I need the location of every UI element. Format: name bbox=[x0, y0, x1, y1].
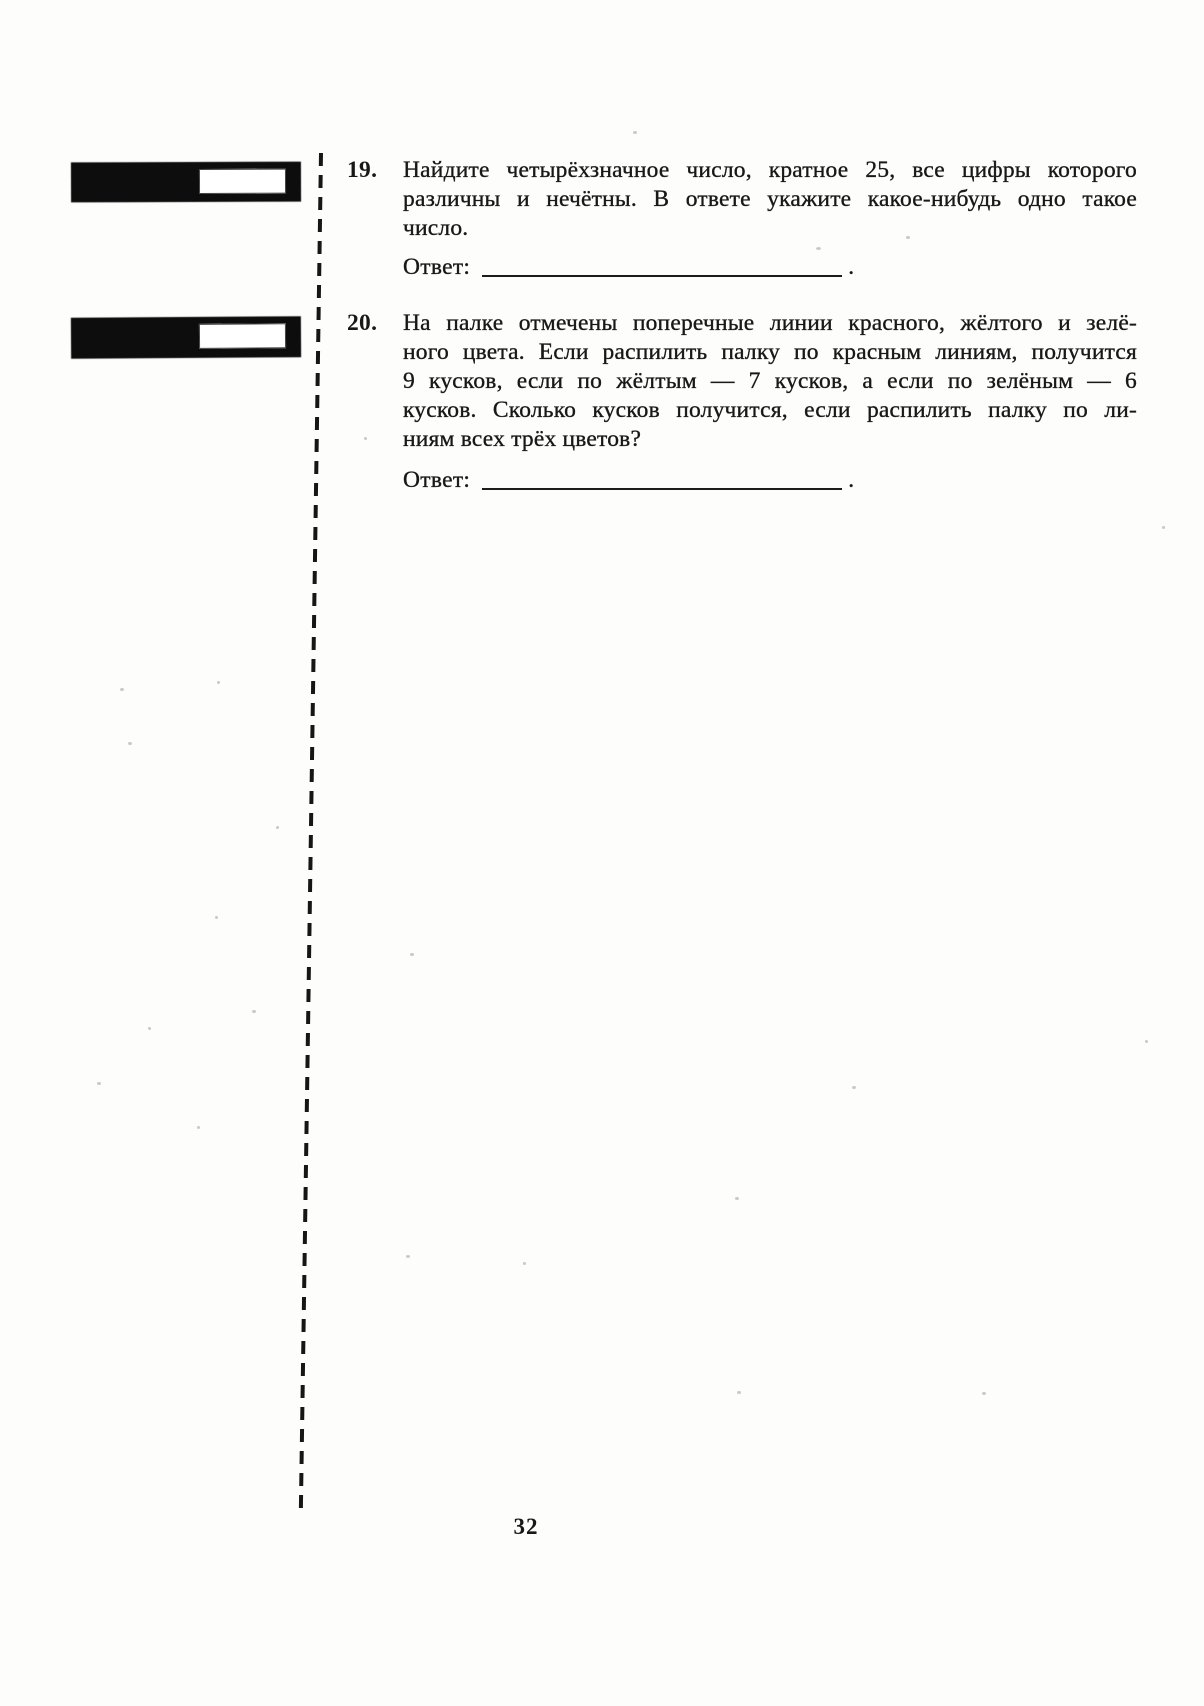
answer-row-problem-19 bbox=[403, 253, 854, 282]
margin-dashed-rule bbox=[299, 153, 323, 1511]
problem-number: 20. bbox=[347, 310, 378, 336]
text-line: ного цвета. Если распилить палку по красным линиям, получится bbox=[403, 339, 1137, 365]
text-line: кусков. Сколько кусков получится, если распилить палку по ли- bbox=[403, 397, 1137, 423]
page-number: 32 bbox=[513, 1514, 539, 1539]
text-line: Найдите четырёхзначное число, кратное 25, все цифры которого bbox=[403, 157, 1137, 183]
score-entry-window bbox=[199, 323, 286, 349]
problem-20 bbox=[347, 309, 1137, 454]
score-box-problem-19 bbox=[72, 163, 300, 202]
text-line: ниям всех трёх цветов? bbox=[403, 426, 642, 452]
text-line: число. bbox=[403, 215, 469, 241]
answer-label: Ответ: bbox=[403, 467, 471, 493]
answer-label: Ответ: bbox=[403, 254, 471, 280]
score-entry-window bbox=[199, 169, 286, 194]
problem-19 bbox=[347, 156, 1137, 243]
answer-row-problem-20 bbox=[403, 466, 854, 495]
text-line: различны и нечётны. В ответе укажите какое-нибудь одно такое bbox=[403, 186, 1137, 212]
problem-text bbox=[403, 156, 1137, 243]
text-line: 9 кусков, если по жёлтым — 7 кусков, а если по зелёным — 6 bbox=[403, 368, 1137, 394]
problem-number: 19. bbox=[347, 157, 378, 183]
answer-blank-line bbox=[482, 488, 842, 490]
answer-blank-line bbox=[482, 275, 842, 277]
answer-period: . bbox=[848, 467, 855, 493]
score-box-problem-20 bbox=[72, 317, 300, 358]
answer-period: . bbox=[848, 254, 855, 280]
text-line: На палке отмечены поперечные линии красного, жёлтого и зелё- bbox=[403, 310, 1137, 336]
problem-text bbox=[403, 309, 1137, 454]
